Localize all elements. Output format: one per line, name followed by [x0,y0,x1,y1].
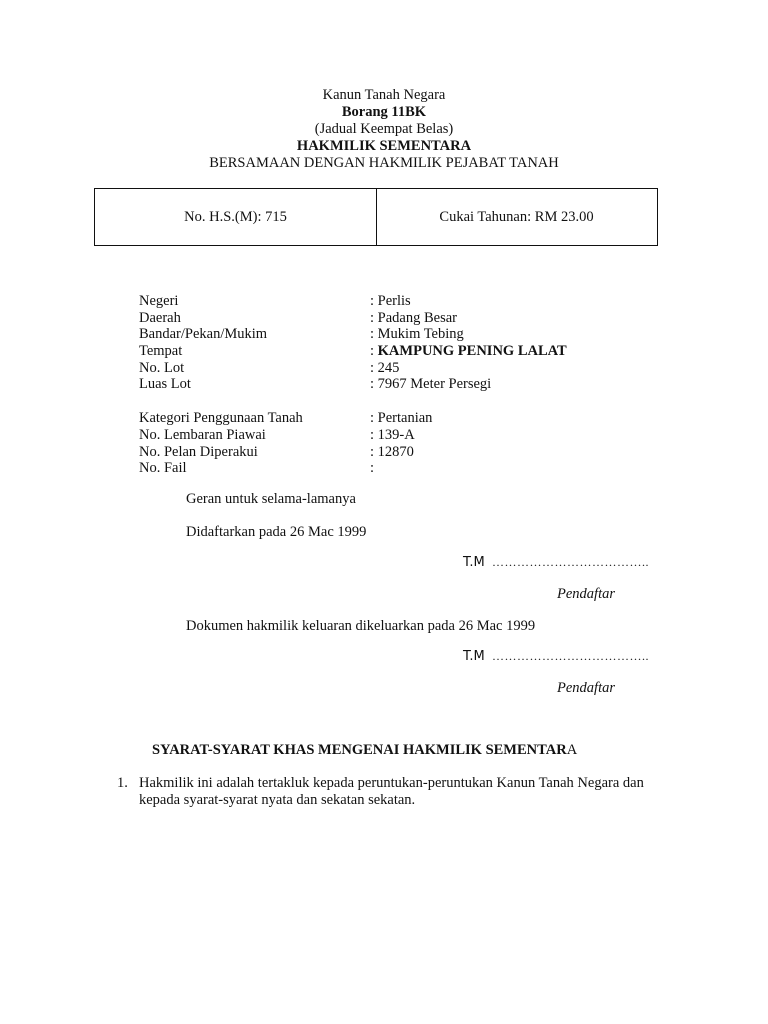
field-label-mukim: Bandar/Pekan/Mukim [139,326,268,342]
signature-tm-2: T.M [463,649,485,664]
field-label-daerah: Daerah [139,310,181,326]
field-value-kategori: : Pertanian [370,410,433,426]
field-value-pelan: : 12870 [370,444,414,460]
form-number: Borang 11BK [341,104,427,120]
field-label-tempat: Tempat [139,343,183,359]
field-label-pelan: No. Pelan Diperakui [139,444,258,460]
field-value-daerah: : Padang Besar [370,310,457,326]
field-label-fail: No. Fail [139,460,187,476]
registrar-label-1: Pendaftar [557,586,615,602]
field-value-lembaran: : 139-A [370,427,415,443]
field-value-lot: : 245 [370,360,400,376]
special-conditions-heading [152,742,577,759]
signature-dots-2: ……………………………….. [492,649,649,663]
field-value-mukim: : Mukim Tebing [370,326,464,342]
field-label-kategori: Kategori Penggunaan Tanah [139,410,303,426]
issue-statement: Dokumen hakmilik keluaran dikeluarkan pada 26 Mac 1999 [186,618,536,634]
condition-line-1: Hakmilik ini adalah tertakluk kepada peruntukan-peruntukan Kanun Tanah Negara dan [139,775,644,791]
title-number: No. H.S.(M): 715 [184,209,287,225]
field-label-negeri: Negeri [139,293,179,309]
field-label-luas: Luas Lot [139,376,191,392]
grant-term: Geran untuk selama-lamanya [186,491,356,507]
field-value-luas: : 7967 Meter Persegi [370,376,492,392]
annual-rent: Cukai Tahunan: RM 23.00 [439,209,594,225]
signature-line-2 [463,648,649,665]
field-value-tempat [370,343,567,360]
field-value-tempat-name: KAMPUNG PENING LALAT [377,343,567,359]
field-value-negeri: : Perlis [370,293,411,309]
special-conditions-heading-text: SYARAT-SYARAT KHAS MENGENAI HAKMILIK SEMENTAR [152,742,567,758]
signature-dots-1: ……………………………….. [492,555,649,569]
registrar-label-2: Pendaftar [557,680,615,696]
signature-tm-1: T.M [463,555,485,570]
field-value-tempat-prefix: : [370,343,378,359]
field-label-lot: No. Lot [139,360,185,376]
registration-date: Didaftarkan pada 26 Mac 1999 [186,524,367,540]
field-value-fail: : [370,460,375,476]
act-title: Kanun Tanah Negara [322,87,446,103]
document-subtitle: BERSAMAAN DENGAN HAKMILIK PEJABAT TANAH [209,155,559,171]
special-conditions-heading-end: A [566,742,578,758]
condition-line-2: kepada syarat-syarat nyata dan sekatan sekatan. [139,792,416,808]
schedule-label: (Jadual Keempat Belas) [314,121,454,137]
field-label-lembaran: No. Lembaran Piawai [139,427,266,443]
document-title: HAKMILIK SEMENTARA [296,138,472,154]
signature-line-1 [463,554,649,571]
title-number-box [94,188,658,246]
condition-number: 1. [117,775,128,791]
